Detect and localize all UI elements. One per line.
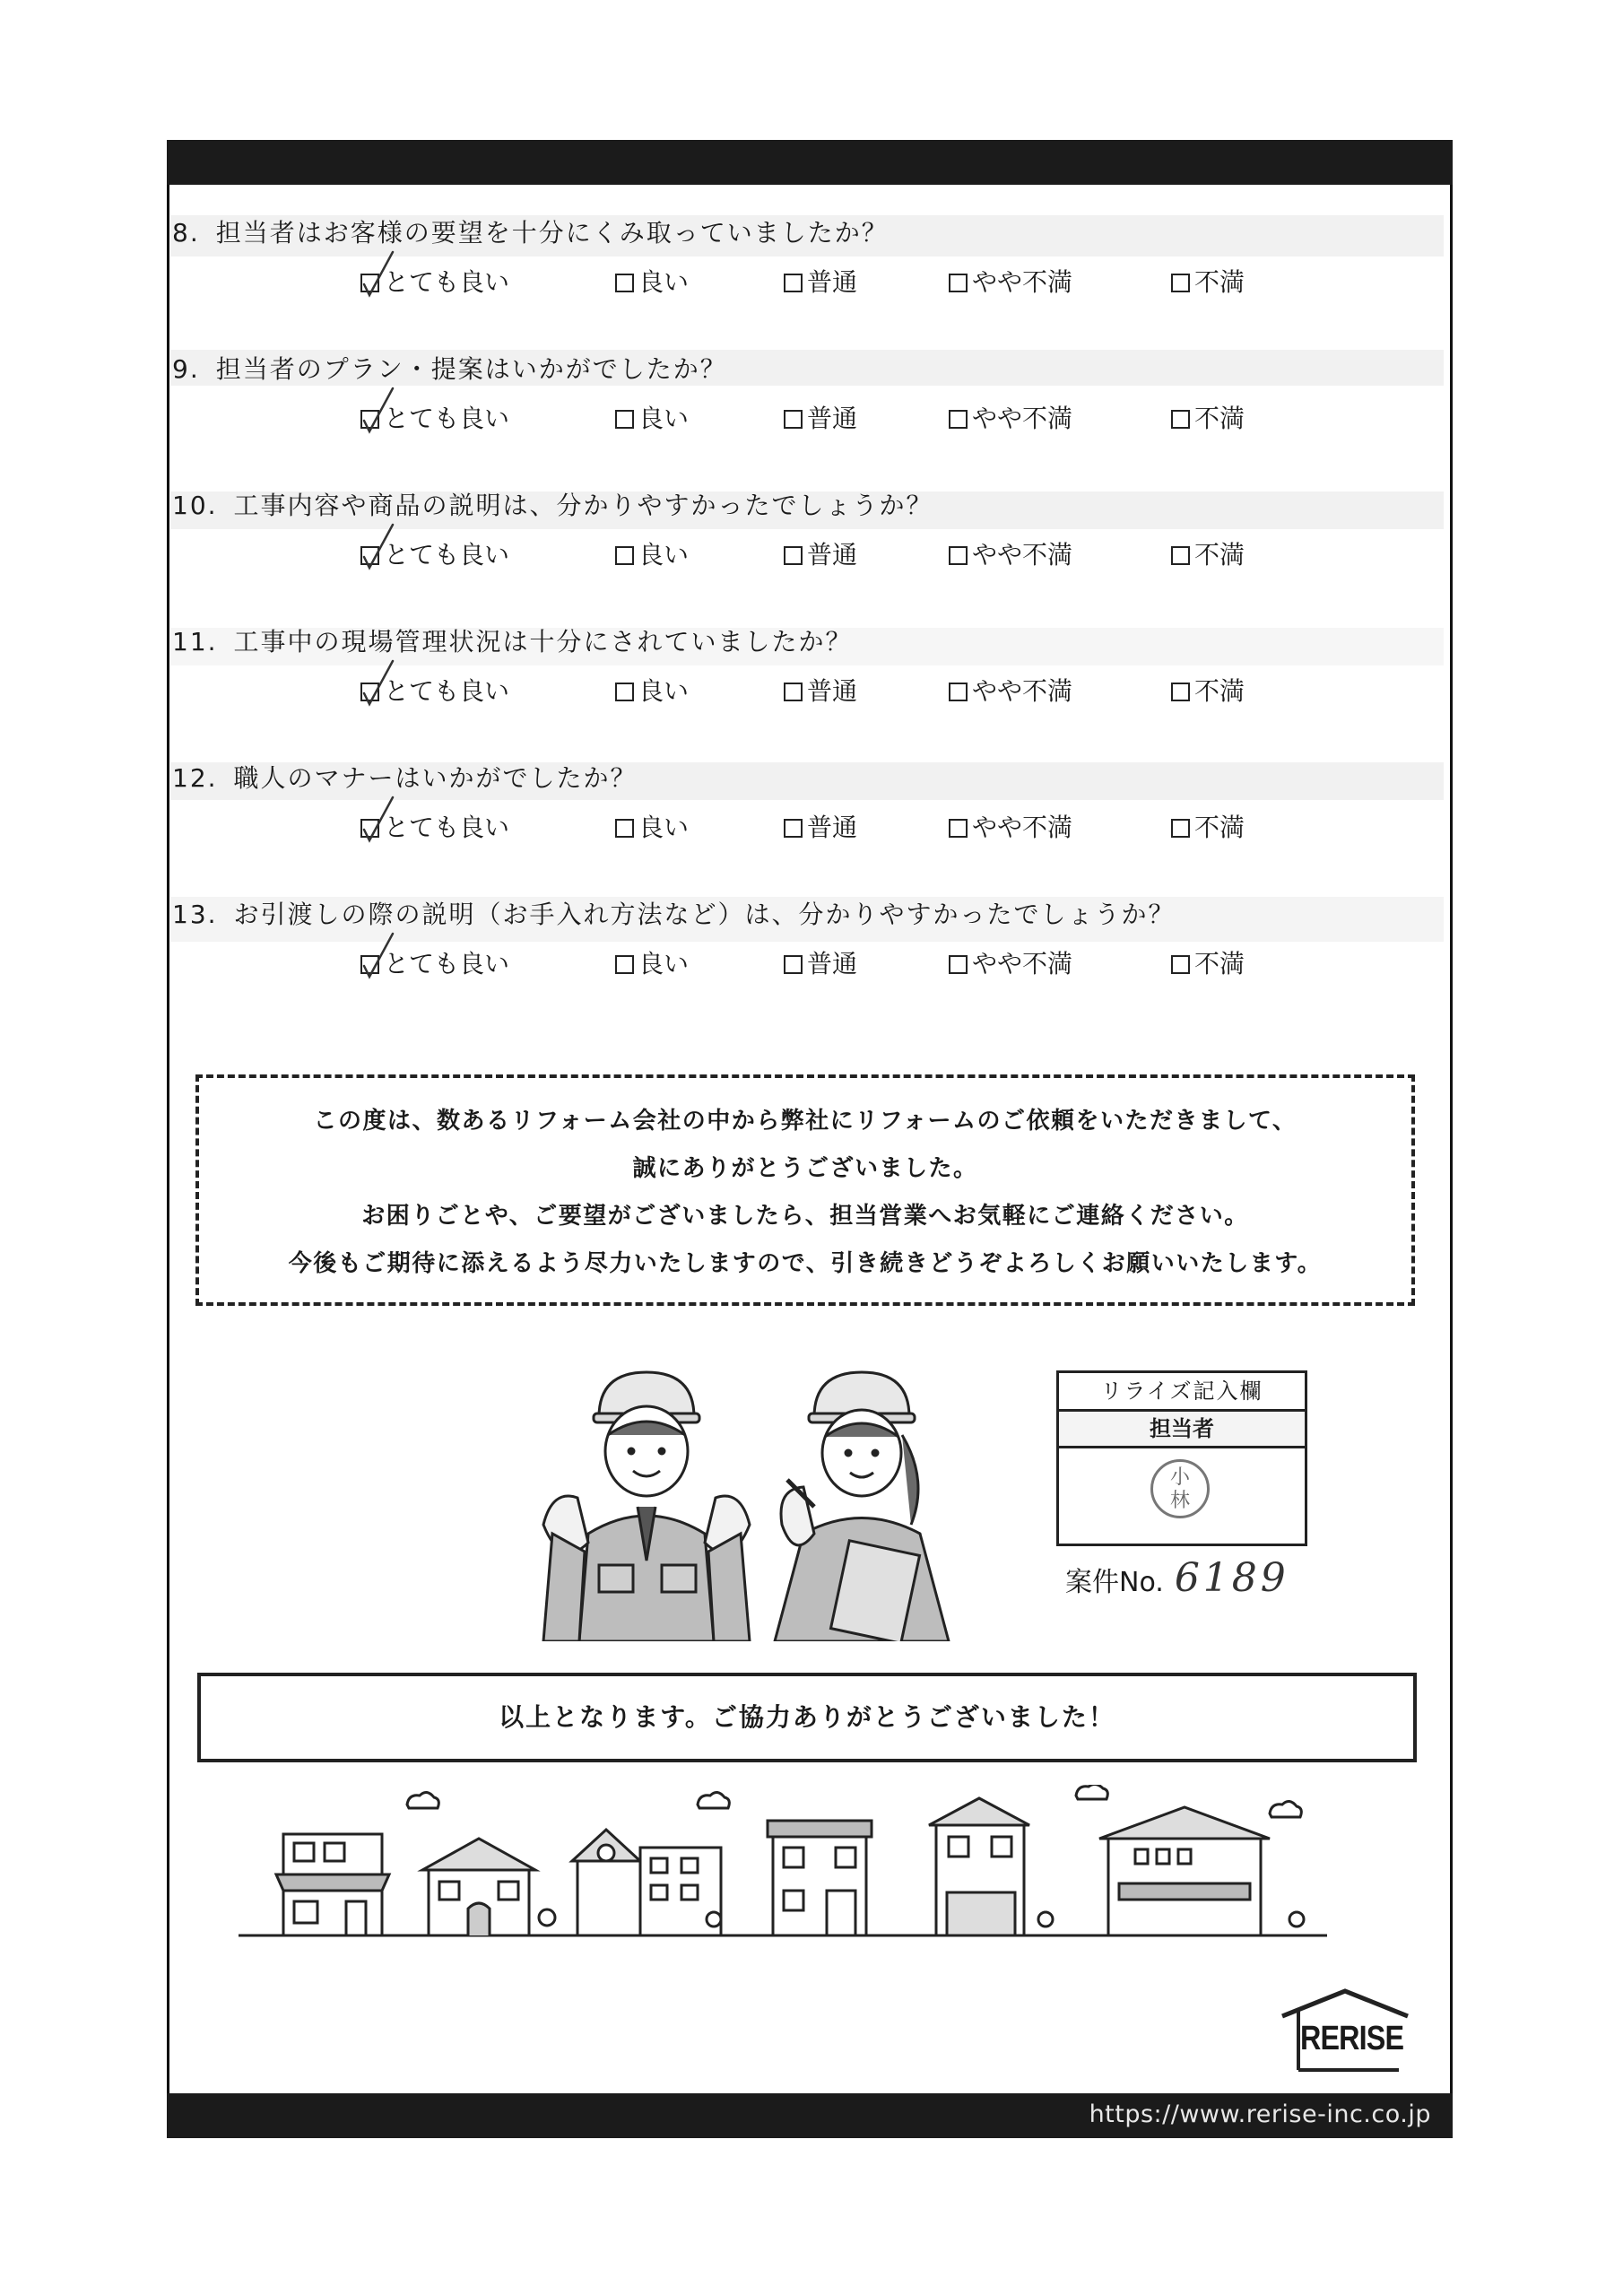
rating-option-label: とても良い <box>384 404 510 433</box>
question-number: 8. <box>172 218 200 248</box>
checkbox[interactable] <box>784 410 803 429</box>
handwritten-check-icon <box>360 657 396 711</box>
rating-option-label: やや不満 <box>972 404 1073 433</box>
question-item <box>172 215 1428 305</box>
rating-option-label: 良い <box>638 813 690 842</box>
checkbox[interactable] <box>360 819 379 838</box>
thank-you-message-box <box>195 1074 1415 1306</box>
question-text: 職人のマナーはいかがでしたか？ <box>233 763 638 793</box>
rating-option[interactable] <box>949 671 1072 712</box>
thanks-line: この度は、数あるリフォーム会社の中から弊社にリフォームのご依頼をいただきまして、 <box>313 1108 1298 1135</box>
rating-option[interactable] <box>784 944 857 985</box>
rating-option[interactable] <box>784 807 857 848</box>
handwritten-check-icon <box>360 521 396 575</box>
stamp-box-header: リライズ記入欄 <box>1059 1373 1305 1412</box>
question-text: お引渡しの際の説明（お手入れ方法など）は、分かりやすかったでしょうか？ <box>233 900 1176 929</box>
company-logo <box>1273 1982 1417 2081</box>
rating-option[interactable] <box>360 807 509 848</box>
question-item <box>172 761 1428 850</box>
case-number-value: 6189 <box>1174 1555 1289 1601</box>
rating-option[interactable] <box>615 398 689 439</box>
case-number <box>1065 1555 1289 1601</box>
rating-option[interactable] <box>949 807 1072 848</box>
checkbox[interactable] <box>360 955 379 974</box>
checkbox[interactable] <box>949 410 968 429</box>
rating-option[interactable] <box>949 262 1072 303</box>
rating-option-label: 普通 <box>807 267 858 297</box>
question-number: 10. <box>172 491 218 520</box>
name-seal <box>1150 1459 1210 1518</box>
checkbox[interactable] <box>615 410 634 429</box>
rating-option-label: とても良い <box>384 813 510 842</box>
question-number: 13. <box>172 900 218 929</box>
rating-option-label: やや不満 <box>972 949 1073 978</box>
checkbox[interactable] <box>784 819 803 838</box>
checkbox[interactable] <box>360 683 379 701</box>
checkbox[interactable] <box>615 274 634 292</box>
rating-option-label: 不満 <box>1194 949 1245 978</box>
logo-text: RERISE <box>1300 2020 1404 2057</box>
rating-option[interactable] <box>1171 807 1245 848</box>
rating-option[interactable] <box>360 262 509 303</box>
rating-option[interactable] <box>949 944 1072 985</box>
checkbox[interactable] <box>784 683 803 701</box>
checkbox[interactable] <box>784 274 803 292</box>
checkbox[interactable] <box>615 683 634 701</box>
question-text: 担当者はお客様の要望を十分にくみ取っていましたか？ <box>215 218 889 248</box>
rating-options <box>172 535 1428 578</box>
checkbox[interactable] <box>784 955 803 974</box>
checkbox[interactable] <box>949 274 968 292</box>
rating-option-label: とても良い <box>384 676 510 706</box>
rating-option[interactable] <box>615 535 689 576</box>
rating-option-label: 良い <box>638 676 690 706</box>
checkbox[interactable] <box>949 955 968 974</box>
checkbox[interactable] <box>615 546 634 565</box>
rating-option[interactable] <box>1171 262 1245 303</box>
checkbox[interactable] <box>1171 274 1190 292</box>
handwritten-check-icon <box>360 794 396 848</box>
checkbox[interactable] <box>784 546 803 565</box>
checkbox[interactable] <box>1171 683 1190 701</box>
rating-option[interactable] <box>360 535 509 576</box>
staff-stamp-box <box>1056 1370 1307 1546</box>
question-item <box>172 897 1428 987</box>
checkbox[interactable] <box>615 955 634 974</box>
rating-option-label: 良い <box>638 404 690 433</box>
rating-options <box>172 671 1428 714</box>
rating-option[interactable] <box>1171 671 1245 712</box>
rating-option[interactable] <box>360 944 509 985</box>
rating-option-label: とても良い <box>384 949 510 978</box>
rating-options <box>172 944 1428 987</box>
rating-option-label: 良い <box>638 540 690 570</box>
rating-option[interactable] <box>1171 535 1245 576</box>
question-number: 9. <box>172 354 200 384</box>
seal-char: 小 <box>1169 1466 1190 1489</box>
rating-option-label: 普通 <box>807 676 858 706</box>
handwritten-check-icon <box>360 248 396 302</box>
rating-option[interactable] <box>1171 398 1245 439</box>
rating-option-label: 良い <box>638 267 690 297</box>
rating-option[interactable] <box>360 671 509 712</box>
rating-option[interactable] <box>615 262 689 303</box>
stamp-box-subheader: 担当者 <box>1059 1412 1305 1448</box>
checkbox[interactable] <box>1171 955 1190 974</box>
rating-option[interactable] <box>615 807 689 848</box>
thanks-line: 今後もご期待に添えるよう尽力いたしますので、引き続きどうぞよろしくお願いいたします。 <box>288 1250 1323 1277</box>
closing-message: 以上となります。ご協力ありがとうございました！ <box>197 1673 1417 1762</box>
rating-option[interactable] <box>615 671 689 712</box>
rating-option-label: 普通 <box>807 813 858 842</box>
rating-option[interactable] <box>1171 944 1245 985</box>
checkbox[interactable] <box>949 546 968 565</box>
checkbox[interactable] <box>949 819 968 838</box>
question-number: 11. <box>172 627 218 657</box>
checkbox[interactable] <box>615 819 634 838</box>
rating-option-label: 不満 <box>1194 404 1245 433</box>
checkbox[interactable] <box>360 546 379 565</box>
rating-option[interactable] <box>784 535 857 576</box>
rating-option-label: 不満 <box>1194 676 1245 706</box>
footer-bar <box>167 2093 1453 2138</box>
rating-option[interactable] <box>360 398 509 439</box>
rating-options <box>172 807 1428 850</box>
header-bar <box>167 140 1453 185</box>
rating-option-label: 不満 <box>1194 813 1245 842</box>
question-number: 12. <box>172 763 218 793</box>
town-illustration <box>239 1785 1327 1946</box>
checkbox[interactable] <box>360 274 379 292</box>
rating-option[interactable] <box>949 398 1072 439</box>
seal-char: 林 <box>1169 1490 1190 1512</box>
question-item <box>172 624 1428 714</box>
rating-option-label: やや不満 <box>972 813 1073 842</box>
footer-url-link[interactable]: https://www.rerise-inc.co.jp <box>1089 2100 1431 2128</box>
checkbox[interactable] <box>949 683 968 701</box>
checkbox[interactable] <box>1171 819 1190 838</box>
rating-option-label: 普通 <box>807 949 858 978</box>
question-text: 担当者のプラン・提案はいかがでしたか？ <box>215 354 727 384</box>
rating-option-label: やや不満 <box>972 267 1073 297</box>
rating-option[interactable] <box>784 262 857 303</box>
thanks-line: お困りごとや、ご要望がございましたら、担当営業へお気軽にご連絡ください。 <box>361 1203 1249 1230</box>
rating-options <box>172 398 1428 441</box>
handwritten-check-icon <box>360 385 396 439</box>
handwritten-check-icon <box>360 930 396 984</box>
rating-option[interactable] <box>615 944 689 985</box>
workers-illustration <box>534 1354 970 1641</box>
rating-option-label: 普通 <box>807 404 858 433</box>
rating-option-label: とても良い <box>384 267 510 297</box>
thanks-line: 誠にありがとうございました。 <box>632 1155 978 1182</box>
question-text: 工事内容や商品の説明は、分かりやすかったでしょうか？ <box>233 491 933 520</box>
rating-option-label: 不満 <box>1194 540 1245 570</box>
checkbox[interactable] <box>1171 410 1190 429</box>
rating-options <box>172 262 1428 305</box>
checkbox[interactable] <box>1171 546 1190 565</box>
rating-option-label: 不満 <box>1194 267 1245 297</box>
question-item <box>172 352 1428 441</box>
rating-option-label: 普通 <box>807 540 858 570</box>
case-number-label: 案件No. <box>1065 1567 1164 1598</box>
rating-option[interactable] <box>784 398 857 439</box>
rating-option[interactable] <box>784 671 857 712</box>
question-item <box>172 488 1428 578</box>
rating-option[interactable] <box>949 535 1072 576</box>
rating-option-label: やや不満 <box>972 540 1073 570</box>
rating-option-label: やや不満 <box>972 676 1073 706</box>
question-text: 工事中の現場管理状況は十分にされていましたか？ <box>233 627 853 657</box>
checkbox[interactable] <box>360 410 379 429</box>
rating-option-label: とても良い <box>384 540 510 570</box>
rating-option-label: 良い <box>638 949 690 978</box>
